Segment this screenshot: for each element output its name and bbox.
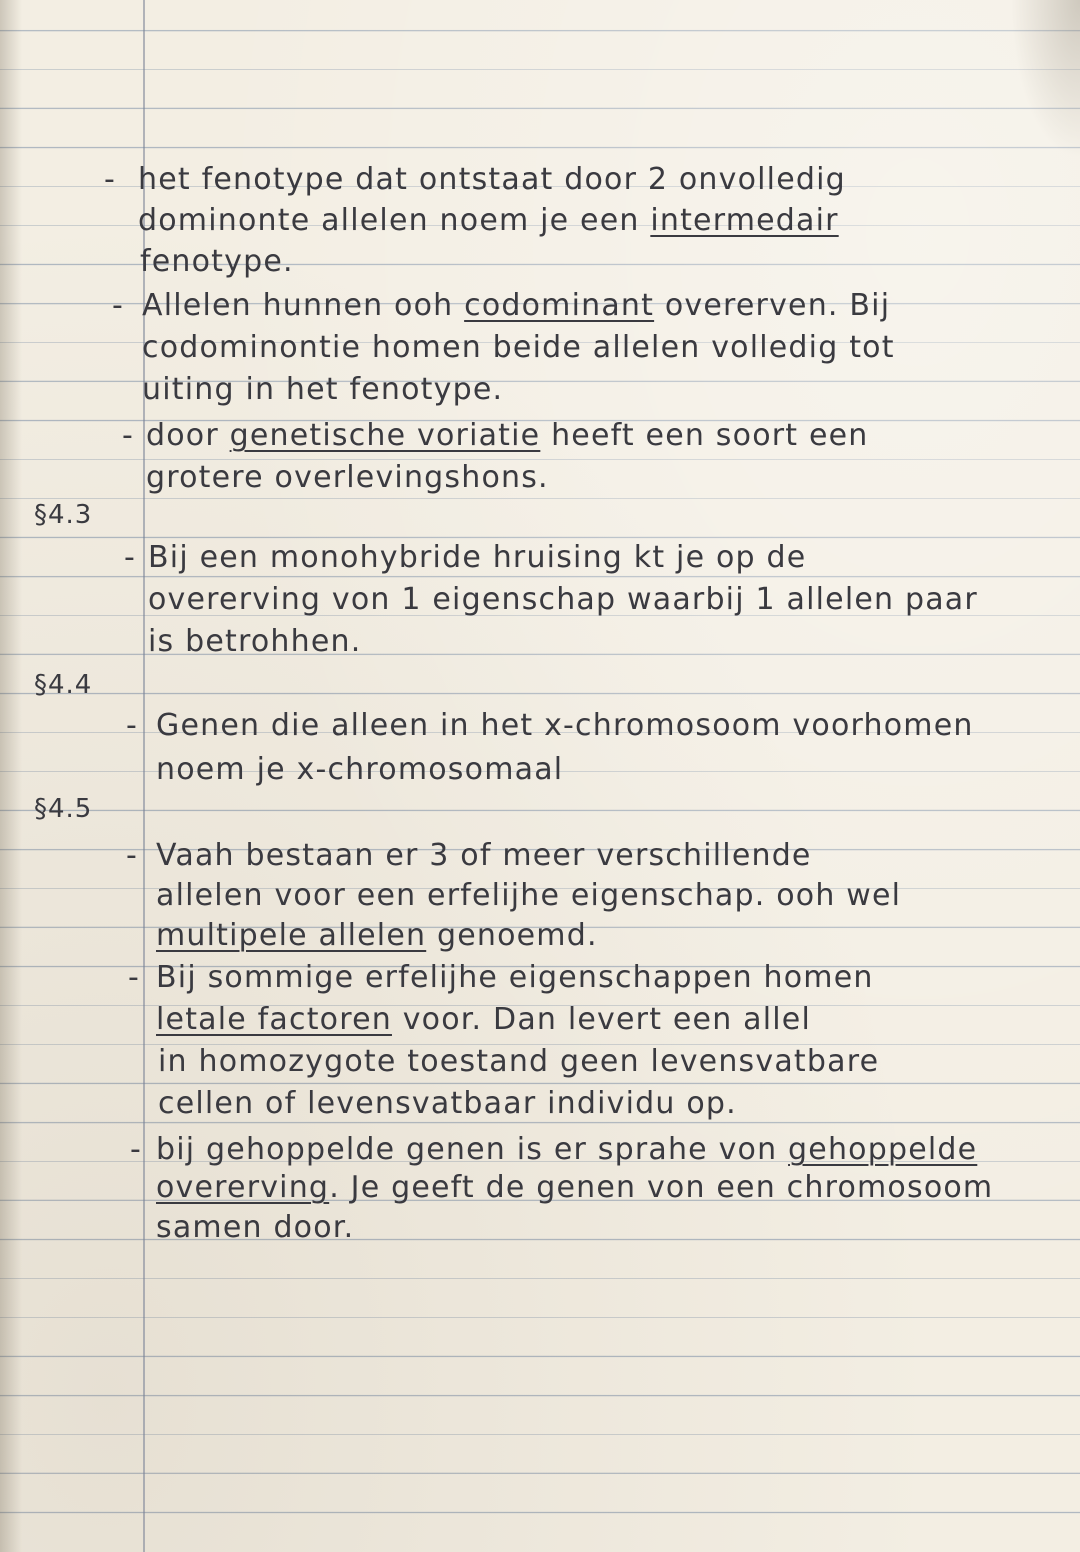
note-line: Vaah bestaan er 3 of meer verschillende	[156, 838, 812, 873]
note-line: Genen die alleen in het x-chromosoom voorhomen	[156, 708, 974, 743]
note-line	[138, 203, 839, 239]
note-line	[156, 1132, 977, 1168]
section-label: §4.5	[34, 794, 93, 824]
note-line	[156, 918, 598, 954]
underlined-term: genetische voriatie	[229, 418, 541, 453]
bullet-dash: -	[130, 1132, 141, 1167]
corner-shadow	[1010, 0, 1080, 160]
note-line: noem je x-chromosomaal	[156, 752, 564, 787]
spine-shadow	[0, 0, 22, 1552]
note-line	[156, 1002, 811, 1038]
note-line: grotere overlevingshons.	[146, 460, 549, 495]
note-line	[142, 288, 890, 324]
note-line: allelen voor een erfelijhe eigenschap. ooh wel	[156, 878, 902, 913]
note-text: overerven. Bij	[654, 288, 891, 323]
note-text: door	[146, 418, 230, 453]
note-line: codominontie homen beide allelen volledig tot	[142, 330, 895, 365]
note-line	[156, 1170, 993, 1206]
note-text: genoemd.	[426, 918, 598, 953]
note-line: overerving von 1 eigenschap waarbij 1 allelen paar	[148, 582, 978, 617]
bullet-dash: -	[126, 708, 137, 743]
underlined-term: overerving	[156, 1170, 330, 1205]
underlined-term: letale factoren	[156, 1002, 392, 1037]
note-line: fenotype.	[140, 244, 294, 279]
note-line: in homozygote toestand geen levensvatbare	[158, 1044, 880, 1079]
bullet-dash: -	[126, 838, 137, 873]
note-text: bij gehoppelde genen is er sprahe von	[156, 1132, 789, 1167]
underlined-term: codominant	[464, 288, 655, 323]
bullet-dash: -	[112, 288, 123, 323]
note-text: heeft een soort een	[540, 418, 869, 453]
note-text: . Je geeft de genen von een chromosoom	[329, 1170, 994, 1205]
note-text: voor. Dan levert een allel	[391, 1002, 811, 1037]
note-line: uiting in het fenotype.	[142, 372, 504, 407]
bullet-dash: -	[128, 960, 139, 995]
note-line: het fenotype dat ontstaat door 2 onvolledig	[138, 162, 846, 197]
underlined-term: gehoppelde	[788, 1132, 978, 1167]
note-line: Bij een monohybride hruising kt je op de	[148, 540, 807, 575]
note-line: samen door.	[156, 1210, 355, 1245]
bullet-dash: -	[124, 540, 135, 575]
note-line	[146, 418, 869, 454]
section-label: §4.3	[34, 500, 93, 530]
note-text: dominonte allelen noem je een	[138, 203, 651, 238]
note-line: cellen of levensvatbaar individu op.	[158, 1086, 737, 1121]
note-line: Bij sommige erfelijhe eigenschappen homen	[156, 960, 874, 995]
note-line: is betrohhen.	[148, 624, 362, 659]
bullet-dash: -	[122, 418, 133, 453]
section-label: §4.4	[34, 670, 93, 700]
underlined-term: multipele allelen	[156, 918, 427, 953]
underlined-term: intermedair	[650, 203, 839, 238]
bullet-dash: -	[104, 162, 115, 197]
note-text: Allelen hunnen ooh	[142, 288, 465, 323]
